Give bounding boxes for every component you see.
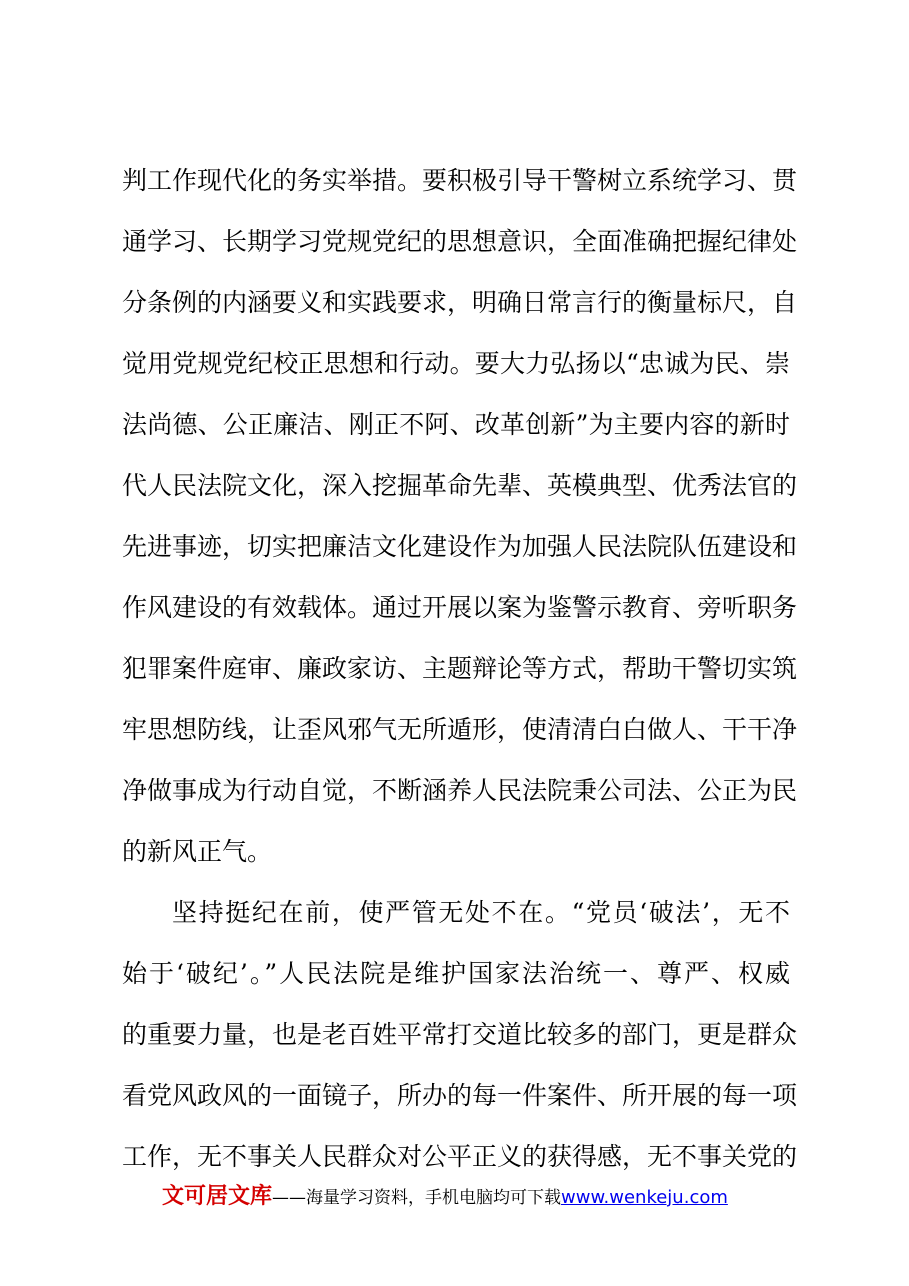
paragraph-first-line: 坚持挺纪在前，使严管无处不在。“党员‘破法’，无不 [172, 898, 790, 927]
footer-slogan: ——海量学习资料，手机电脑均可下载 [272, 1188, 562, 1208]
text-line: 代人民法院文化，深入挖掘革命先辈、英模典型、优秀法官的 [122, 471, 798, 500]
text-line: 法尚德、公正廉洁、刚正不阿、改革创新”为主要内容的新时 [122, 410, 790, 439]
text-line: 的重要力量，也是老百姓平常打交道比较多的部门，更是群众 [122, 1020, 798, 1049]
text-line: 分条例的内涵要义和实践要求，明确日常言行的衡量标尺，自 [122, 288, 798, 317]
text-line: 作风建设的有效载体。通过开展以案为鉴警示教育、旁听职务 [122, 593, 798, 622]
footer-brand: 文可居文库 [162, 1184, 273, 1209]
text-line: 犯罪案件庭审、廉政家访、主题辩论等方式，帮助干警切实筑 [122, 654, 798, 683]
text-line: 牢思想防线，让歪风邪气无所遁形，使清清白白做人、干干净 [122, 715, 798, 744]
footer-banner [162, 1180, 782, 1214]
text-line: 净做事成为行动自觉，不断涵养人民法院秉公司法、公正为民 [122, 776, 798, 805]
text-line: 看党风政风的一面镜子，所办的每一件案件、所开展的每一项 [122, 1081, 798, 1110]
text-line: 的新风正气。 [122, 837, 273, 866]
text-line: 通学习、长期学习党规党纪的思想意识，全面准确把握纪律处 [122, 227, 798, 256]
text-line: 先进事迹，切实把廉洁文化建设作为加强人民法院队伍建设和 [122, 532, 798, 561]
text-line: 判工作现代化的务实举措。要积极引导干警树立系统学习、贯 [122, 166, 798, 195]
text-line: 始于‘破纪’。”人民法院是维护国家法治统一、尊严、权威 [122, 959, 790, 988]
text-line: 工作，无不事关人民群众对公平正义的获得感，无不事关党的 [122, 1142, 798, 1171]
footer-site-link[interactable]: www.wenkeju.com [561, 1187, 728, 1208]
text-line: 觉用党规党纪校正思想和行动。要大力弘扬以“忠诚为民、崇 [122, 349, 790, 378]
document-body [122, 150, 798, 1187]
